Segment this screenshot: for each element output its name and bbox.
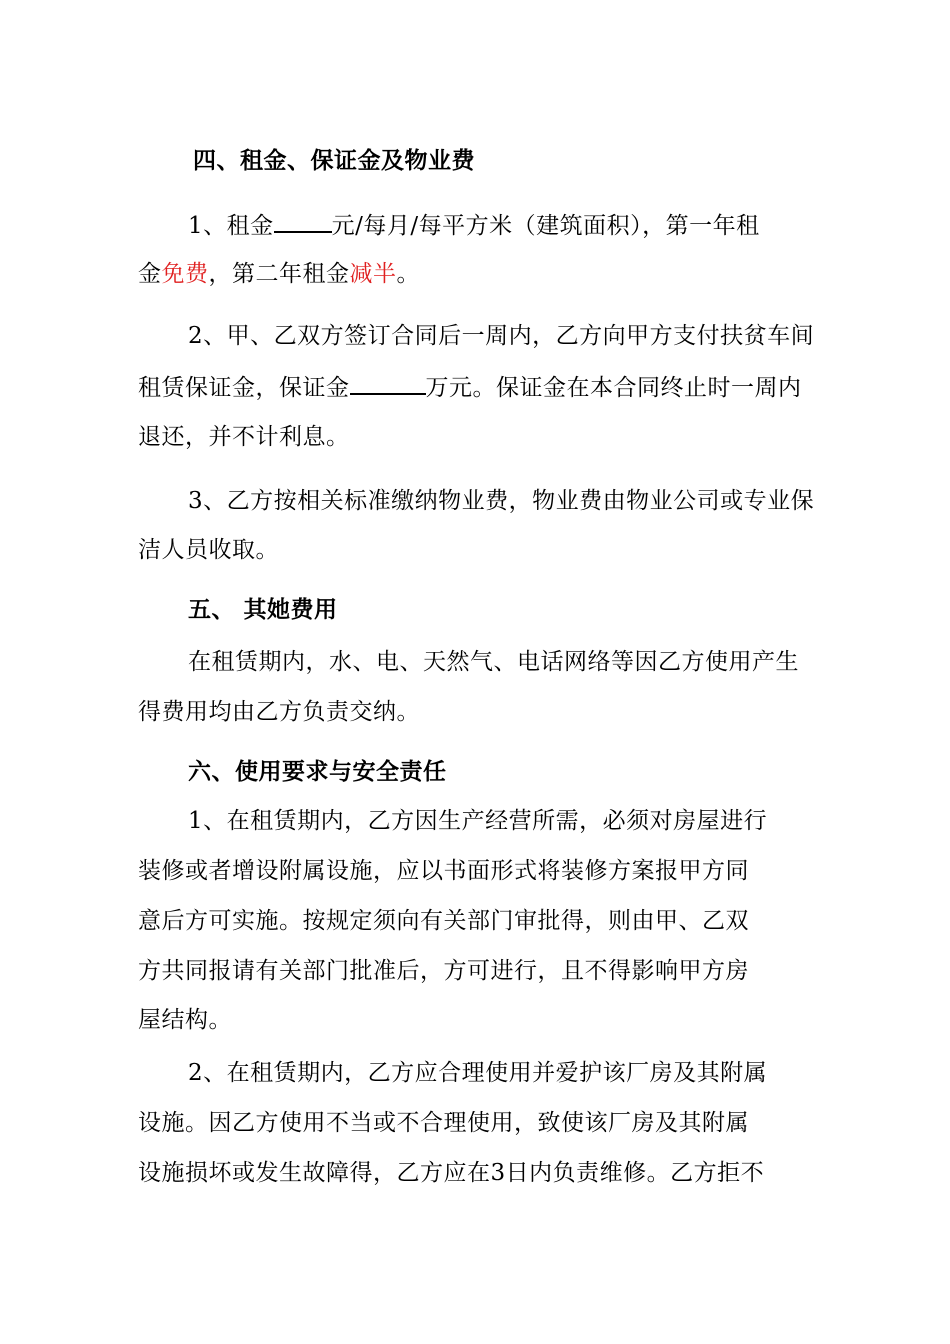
s4-item2-line1: 2、甲、乙双方签订合同后一周内，乙方向甲方支付扶贫车间 [188,323,815,349]
s6-item2-line1: 2、在租赁期内，乙方应合理使用并爱护该厂房及其附属 [188,1060,768,1086]
s5-line1: 在租赁期内，水、电、天然气、电话网络等因乙方使用产生 [188,649,799,675]
s4-item3-line1: 3、乙方按相关标准缴纳物业费，物业费由物业公司或专业保 [188,488,815,514]
s4-item1-line2 [138,259,420,289]
s6-item1-line4: 方共同报请有关部门批准后，方可进行，且不得影响甲方房 [138,958,749,984]
s4-item2-line3: 退还，并不计利息。 [138,424,350,450]
s4-item2-text-b: 万元。保证金在本合同终止时一周内 [425,375,802,401]
s6-item2-line3: 设施损坏或发生故障得，乙方应在3日内负责维修。乙方拒不 [138,1160,765,1186]
section-5-heading: 五、 其她费用 [188,597,338,623]
s4-item1-text-e: 。 [396,261,420,287]
s6-item1-line5: 屋结构。 [138,1007,232,1033]
s4-item3-line2: 洁人员收取。 [138,537,279,563]
s5-line2: 得费用均由乙方负责交纳。 [138,699,420,725]
s6-item1-line3: 意后方可实施。按规定须向有关部门审批得，则由甲、乙双 [138,908,749,934]
s4-item2-text-a: 租赁保证金，保证金 [138,375,350,401]
section-6-heading: 六、使用要求与安全责任 [188,759,447,785]
s6-item1-line1: 1、在租赁期内，乙方因生产经营所需，必须对房屋进行 [188,808,768,834]
s4-item1-text-a: 1、租金 [188,213,274,239]
s4-item1-text-d: ，第二年租金 [208,261,350,287]
rent-amount-blank [274,209,332,233]
free-highlight: 免费 [161,261,209,287]
s6-item1-line2: 装修或者增设附属设施，应以书面形式将装修方案报甲方同 [138,858,749,884]
section-4-heading: 四、租金、保证金及物业费 [193,148,475,174]
s4-item1-text-b: 元/每月/每平方米（建筑面积），第一年租 [331,213,760,239]
half-highlight: 减半 [349,261,397,287]
s4-item1-text-c: 金 [138,261,162,287]
s4-item2-line2 [138,371,802,403]
s4-item1-line1 [188,209,760,241]
s6-item2-line2: 设施。因乙方使用不当或不合理使用，致使该厂房及其附属 [138,1110,749,1136]
deposit-amount-blank [350,371,426,395]
